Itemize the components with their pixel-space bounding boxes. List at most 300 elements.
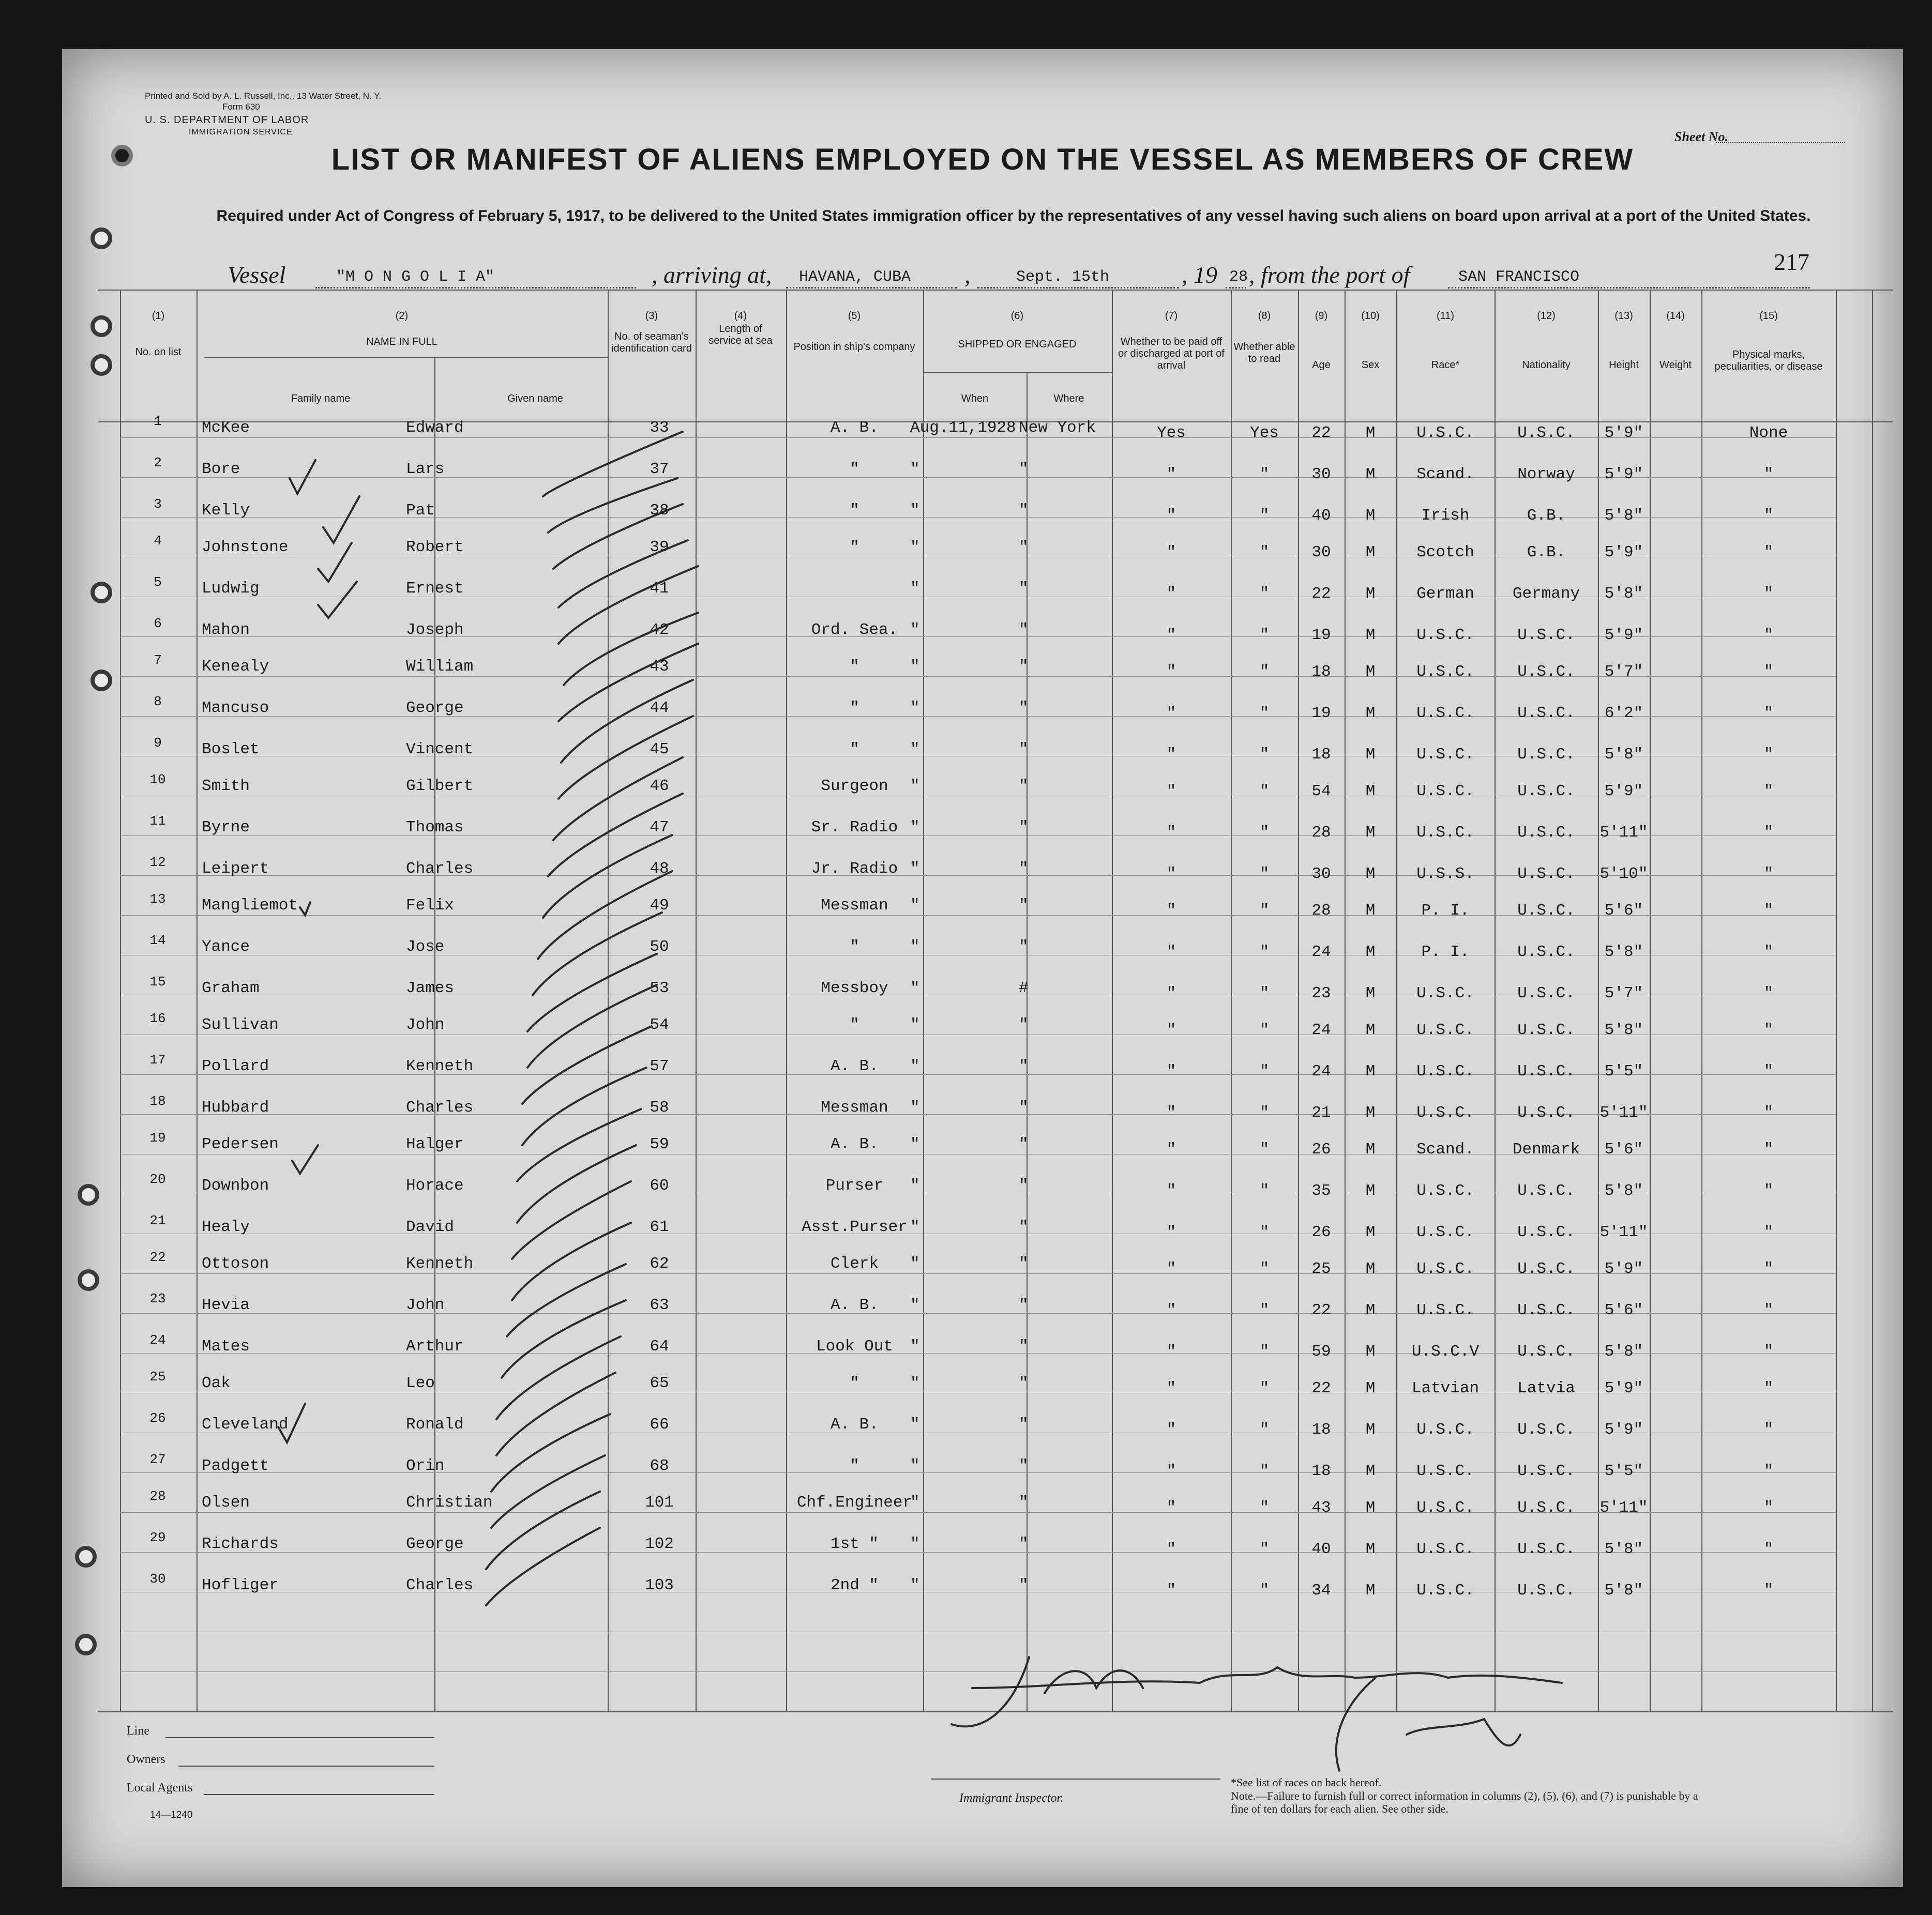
column-number: (13) bbox=[1614, 310, 1633, 322]
column-number: (11) bbox=[1436, 310, 1455, 322]
table-cell-paid: " bbox=[1166, 943, 1176, 961]
table-cell-when: " bbox=[910, 777, 920, 795]
table-cell-card: 60 bbox=[650, 1177, 669, 1195]
row-number: 21 bbox=[149, 1213, 166, 1228]
table-cell-card: 42 bbox=[650, 621, 669, 639]
table-cell-sex: M bbox=[1365, 585, 1376, 603]
table-cell-race: P. I. bbox=[1421, 902, 1470, 920]
table-cell-height: 5'9" bbox=[1604, 1421, 1643, 1439]
column-heading: Position in ship's company bbox=[793, 341, 915, 353]
row-number: 13 bbox=[149, 891, 166, 907]
table-cell-race: U.S.C. bbox=[1416, 984, 1474, 1002]
row-number: 25 bbox=[149, 1369, 166, 1385]
table-cell-card: 54 bbox=[650, 1016, 669, 1034]
table-cell-read: " bbox=[1259, 543, 1270, 561]
table-cell-card: 103 bbox=[645, 1576, 674, 1594]
table-cell-given: Kenneth bbox=[406, 1255, 474, 1273]
table-cell-paid: " bbox=[1166, 1462, 1176, 1480]
table-cell-age: 22 bbox=[1311, 424, 1331, 442]
column-number: (2) bbox=[395, 310, 409, 322]
table-cell-family: Healy bbox=[202, 1218, 250, 1236]
from-port: SAN FRANCISCO bbox=[1458, 268, 1580, 286]
table-cell-marks: " bbox=[1763, 782, 1774, 800]
table-cell-height: 6'2" bbox=[1604, 704, 1643, 722]
table-cell-where: " bbox=[1019, 538, 1029, 556]
table-cell-height: 5'11" bbox=[1599, 1223, 1648, 1241]
table-cell-position: " bbox=[850, 699, 859, 717]
table-cell-when: " bbox=[910, 979, 920, 997]
table-cell-family: Mates bbox=[202, 1338, 250, 1356]
table-cell-height: 5'9" bbox=[1604, 1379, 1643, 1397]
table-cell-where: New York bbox=[1019, 419, 1096, 437]
table-cell-read: " bbox=[1259, 746, 1270, 764]
table-cell-sex: M bbox=[1365, 865, 1376, 883]
table-cell-when: " bbox=[910, 1494, 920, 1512]
table-cell-read: " bbox=[1259, 1301, 1270, 1319]
table-cell-given: John bbox=[406, 1296, 445, 1314]
table-cell-height: 5'10" bbox=[1599, 865, 1648, 883]
table-cell-card: 57 bbox=[650, 1057, 669, 1075]
row-number: 19 bbox=[149, 1130, 166, 1146]
table-cell-sex: M bbox=[1365, 1379, 1376, 1397]
table-cell-family: Johnstone bbox=[202, 538, 289, 556]
table-cell-race: U.S.C. bbox=[1416, 1582, 1474, 1600]
table-cell-given: Arthur bbox=[406, 1338, 464, 1356]
table-cell-where: " bbox=[1019, 938, 1029, 956]
row-number: 2 bbox=[154, 455, 162, 470]
table-cell-family: Sullivan bbox=[202, 1016, 279, 1034]
table-cell-race: Scand. bbox=[1416, 465, 1474, 483]
table-cell-paid: " bbox=[1166, 585, 1176, 603]
table-cell-nationality: U.S.C. bbox=[1517, 704, 1575, 722]
table-cell-marks: " bbox=[1763, 984, 1774, 1002]
table-cell-nationality: U.S.C. bbox=[1517, 626, 1575, 644]
table-cell-paid: " bbox=[1166, 1301, 1176, 1319]
table-cell-height: 5'9" bbox=[1604, 543, 1643, 561]
table-cell-marks: " bbox=[1763, 585, 1774, 603]
table-cell-paid: " bbox=[1166, 1343, 1176, 1361]
table-cell-where: " bbox=[1019, 1494, 1029, 1512]
table-cell-where: " bbox=[1019, 1016, 1029, 1034]
table-cell-nationality: G.B. bbox=[1527, 507, 1566, 525]
table-cell-age: 25 bbox=[1311, 1260, 1331, 1278]
table-cell-sex: M bbox=[1365, 1499, 1376, 1517]
table-cell-read: " bbox=[1259, 824, 1270, 842]
check-stroke bbox=[543, 432, 683, 496]
table-cell-marks: " bbox=[1763, 1462, 1774, 1480]
table-cell-when: " bbox=[910, 1535, 920, 1553]
table-cell-given: Kenneth bbox=[406, 1057, 474, 1075]
column-heading: No. on list bbox=[135, 346, 182, 358]
table-cell-sex: M bbox=[1365, 746, 1376, 764]
table-cell-age: 22 bbox=[1311, 1379, 1331, 1397]
table-cell-read: " bbox=[1259, 1379, 1270, 1397]
table-cell-sex: M bbox=[1365, 1104, 1376, 1122]
table-cell-paid: " bbox=[1166, 1021, 1176, 1039]
row-number: 14 bbox=[149, 933, 166, 948]
table-cell-nationality: U.S.C. bbox=[1517, 1062, 1575, 1081]
table-cell-given: Gilbert bbox=[406, 777, 474, 795]
table-cell-sex: M bbox=[1365, 1021, 1376, 1039]
table-cell-nationality: U.S.C. bbox=[1517, 663, 1575, 681]
table-cell-given: John bbox=[406, 1016, 445, 1034]
handwritten-marks bbox=[62, 49, 1903, 1887]
table-cell-where: " bbox=[1019, 1135, 1029, 1153]
column-heading: No. of seaman's identification card bbox=[611, 331, 692, 354]
table-cell-position: Sr. Radio bbox=[811, 818, 898, 837]
table-cell-paid: " bbox=[1166, 1223, 1176, 1241]
table-cell-when: " bbox=[910, 538, 920, 556]
when-subheading: When bbox=[961, 393, 989, 404]
table-cell-card: 50 bbox=[650, 938, 669, 956]
table-cell-age: 40 bbox=[1311, 507, 1331, 525]
table-cell-position: Jr. Radio bbox=[811, 860, 898, 878]
table-cell-marks: " bbox=[1763, 663, 1774, 681]
table-cell-age: 30 bbox=[1311, 865, 1331, 883]
table-cell-family: Hevia bbox=[202, 1296, 250, 1314]
table-cell-race: U.S.C. bbox=[1416, 1182, 1474, 1200]
table-cell-card: 61 bbox=[650, 1218, 669, 1236]
arriving-label: , arriving at, bbox=[652, 262, 772, 288]
table-cell-paid: " bbox=[1166, 1141, 1176, 1159]
table-cell-card: 66 bbox=[650, 1416, 669, 1434]
table-cell-when: " bbox=[910, 1374, 920, 1392]
table-cell-when: " bbox=[910, 818, 920, 837]
table-cell-marks: " bbox=[1763, 1540, 1774, 1558]
row-number: 3 bbox=[154, 496, 162, 512]
table-cell-family: Byrne bbox=[202, 818, 250, 837]
table-cell-paid: " bbox=[1166, 902, 1176, 920]
table-cell-when: " bbox=[910, 1016, 920, 1034]
table-cell-family: Ottoson bbox=[202, 1255, 269, 1273]
table-cell-card: 46 bbox=[650, 777, 669, 795]
table-cell-height: 5'8" bbox=[1604, 1540, 1643, 1558]
table-cell-read: " bbox=[1259, 902, 1270, 920]
table-cell-race: U.S.S. bbox=[1416, 865, 1474, 883]
table-cell-race: Scand. bbox=[1416, 1141, 1474, 1159]
table-cell-marks: " bbox=[1763, 943, 1774, 961]
table-cell-marks: " bbox=[1763, 746, 1774, 764]
row-number: 6 bbox=[154, 616, 162, 631]
table-cell-given: Jose bbox=[406, 938, 445, 956]
row-number: 7 bbox=[154, 652, 162, 668]
table-cell-paid: " bbox=[1166, 984, 1176, 1002]
table-cell-position: Clerk bbox=[830, 1255, 879, 1273]
table-cell-family: Boslet bbox=[202, 740, 260, 758]
row-number: 15 bbox=[149, 974, 166, 990]
table-cell-family: Padgett bbox=[202, 1457, 269, 1475]
table-cell-marks: " bbox=[1763, 1104, 1774, 1122]
column-number: (15) bbox=[1759, 310, 1778, 322]
table-cell-given: George bbox=[406, 699, 464, 717]
table-cell-where: " bbox=[1019, 1177, 1029, 1195]
table-cell-card: 45 bbox=[650, 740, 669, 758]
table-cell-read: " bbox=[1259, 865, 1270, 883]
table-cell-card: 101 bbox=[645, 1494, 674, 1512]
column-heading: Race* bbox=[1431, 359, 1460, 371]
table-cell-age: 19 bbox=[1311, 626, 1331, 644]
table-cell-card: 63 bbox=[650, 1296, 669, 1314]
table-cell-position: Messman bbox=[821, 896, 888, 915]
table-cell-family: Bore bbox=[202, 460, 240, 478]
table-cell-family: Hubbard bbox=[202, 1099, 269, 1117]
table-cell-age: 21 bbox=[1311, 1104, 1331, 1122]
table-cell-where: " bbox=[1019, 658, 1029, 676]
table-cell-paid: " bbox=[1166, 824, 1176, 842]
table-cell-family: Downbon bbox=[202, 1177, 269, 1195]
table-cell-when: " bbox=[910, 1255, 920, 1273]
table-cell-read: " bbox=[1259, 704, 1270, 722]
table-cell-sex: M bbox=[1365, 424, 1376, 442]
table-cell-when: " bbox=[910, 621, 920, 639]
table-cell-height: 5'9" bbox=[1604, 626, 1643, 644]
table-cell-paid: " bbox=[1166, 465, 1176, 483]
table-cell-nationality: U.S.C. bbox=[1517, 824, 1575, 842]
row-number: 24 bbox=[149, 1332, 166, 1348]
column-number: (8) bbox=[1258, 310, 1271, 322]
table-cell-when: " bbox=[910, 658, 920, 676]
table-cell-height: 5'5" bbox=[1604, 1462, 1643, 1480]
table-cell-age: 59 bbox=[1311, 1343, 1331, 1361]
table-cell-marks: " bbox=[1763, 1343, 1774, 1361]
table-cell-where: " bbox=[1019, 1416, 1029, 1434]
table-cell-height: 5'8" bbox=[1604, 746, 1643, 764]
column-heading: Sex bbox=[1361, 359, 1380, 371]
table-cell-race: P. I. bbox=[1421, 943, 1470, 961]
table-cell-family: Richards bbox=[202, 1535, 279, 1553]
table-cell-nationality: U.S.C. bbox=[1517, 746, 1575, 764]
table-cell-paid: " bbox=[1166, 1540, 1176, 1558]
table-cell-read: " bbox=[1259, 1421, 1270, 1439]
table-cell-card: 47 bbox=[650, 818, 669, 837]
table-cell-height: 5'8" bbox=[1604, 1182, 1643, 1200]
table-cell-family: Pollard bbox=[202, 1057, 269, 1075]
table-cell-marks: None bbox=[1749, 424, 1788, 442]
table-cell-when: " bbox=[910, 1057, 920, 1075]
row-number: 4 bbox=[154, 533, 162, 549]
table-cell-given: George bbox=[406, 1535, 464, 1553]
table-cell-when: " bbox=[910, 1177, 920, 1195]
table-cell-family: Oak bbox=[202, 1374, 231, 1392]
table-cell-where: " bbox=[1019, 1099, 1029, 1117]
table-cell-given: Leo bbox=[406, 1374, 435, 1392]
table-cell-given: Charles bbox=[406, 1576, 474, 1594]
table-cell-race: U.S.C. bbox=[1416, 782, 1474, 800]
table-cell-where: " bbox=[1019, 860, 1029, 878]
table-cell-read: " bbox=[1259, 1499, 1270, 1517]
column-heading: Height bbox=[1609, 359, 1639, 371]
table-cell-sex: M bbox=[1365, 984, 1376, 1002]
table-cell-read: " bbox=[1259, 1343, 1270, 1361]
table-cell-age: 18 bbox=[1311, 663, 1331, 681]
table-cell-sex: M bbox=[1365, 1260, 1376, 1278]
table-cell-position: " bbox=[850, 658, 859, 676]
table-cell-where: " bbox=[1019, 777, 1029, 795]
table-cell-read: " bbox=[1259, 585, 1270, 603]
table-cell-sex: M bbox=[1365, 1141, 1376, 1159]
table-cell-where: " bbox=[1019, 740, 1029, 758]
table-cell-read: " bbox=[1259, 1182, 1270, 1200]
table-cell-read: " bbox=[1259, 1021, 1270, 1039]
table-cell-race: Latvian bbox=[1411, 1379, 1480, 1397]
table-cell-read: " bbox=[1259, 782, 1270, 800]
column-number: (7) bbox=[1165, 310, 1178, 322]
table-cell-family: Olsen bbox=[202, 1494, 250, 1512]
table-cell-sex: M bbox=[1365, 782, 1376, 800]
table-cell-height: 5'9" bbox=[1604, 465, 1643, 483]
table-cell-card: 68 bbox=[650, 1457, 669, 1475]
table-cell-given: Orin bbox=[406, 1457, 445, 1475]
table-cell-read: " bbox=[1259, 507, 1270, 525]
table-cell-marks: " bbox=[1763, 507, 1774, 525]
table-cell-when: " bbox=[910, 1416, 920, 1434]
table-cell-where: " bbox=[1019, 1576, 1029, 1594]
table-cell-family: Yance bbox=[202, 938, 250, 956]
table-cell-family: Kelly bbox=[202, 501, 250, 520]
table-cell-age: 18 bbox=[1311, 1421, 1331, 1439]
table-cell-given: Pat bbox=[406, 501, 435, 520]
table-cell-given: Robert bbox=[406, 538, 464, 556]
table-cell-marks: " bbox=[1763, 1223, 1774, 1241]
table-cell-paid: " bbox=[1166, 1062, 1176, 1081]
table-cell-where: " bbox=[1019, 501, 1029, 520]
table-cell-sex: M bbox=[1365, 626, 1376, 644]
table-cell-where: " bbox=[1019, 1057, 1029, 1075]
table-cell-card: 39 bbox=[650, 538, 669, 556]
row-number: 23 bbox=[149, 1291, 166, 1306]
table-cell-given: Charles bbox=[406, 860, 474, 878]
table-cell-card: 48 bbox=[650, 860, 669, 878]
year-prefix: , 19 bbox=[1182, 262, 1217, 288]
row-number: 8 bbox=[154, 694, 162, 709]
table-cell-age: 43 bbox=[1311, 1499, 1331, 1517]
table-cell-read: Yes bbox=[1250, 424, 1279, 442]
table-cell-family: Pedersen bbox=[202, 1135, 279, 1153]
table-cell-nationality: U.S.C. bbox=[1517, 1462, 1575, 1480]
table-cell-marks: " bbox=[1763, 704, 1774, 722]
table-cell-marks: " bbox=[1763, 865, 1774, 883]
document-subtitle: Required under Act of Congress of February 5, 1917, to be delivered to the United States immigration officer by the representatives of any vessel having such aliens on board upon arrival at a port of the United States. bbox=[216, 207, 1811, 224]
inspector-signature-line bbox=[931, 1779, 1220, 1780]
table-cell-where: # bbox=[1019, 979, 1029, 997]
table-cell-age: 23 bbox=[1311, 984, 1331, 1002]
row-number: 11 bbox=[149, 813, 166, 829]
table-cell-given: Edward bbox=[406, 419, 464, 437]
table-cell-race: U.S.C. bbox=[1416, 1540, 1474, 1558]
table-cell-position: " bbox=[850, 740, 859, 758]
table-cell-when: " bbox=[910, 1338, 920, 1356]
table-cell-when: " bbox=[910, 460, 920, 478]
table-cell-marks: " bbox=[1763, 626, 1774, 644]
table-cell-position: " bbox=[850, 538, 859, 556]
table-cell-when: " bbox=[910, 1218, 920, 1236]
table-cell-paid: " bbox=[1166, 507, 1176, 525]
table-cell-paid: " bbox=[1166, 626, 1176, 644]
table-cell-sex: M bbox=[1365, 1182, 1376, 1200]
table-cell-when: " bbox=[910, 896, 920, 915]
table-cell-when: " bbox=[910, 1099, 920, 1117]
row-number: 5 bbox=[154, 574, 162, 590]
table-cell-nationality: U.S.C. bbox=[1517, 1301, 1575, 1319]
table-cell-given: Thomas bbox=[406, 818, 464, 837]
table-cell-height: 5'11" bbox=[1599, 1104, 1648, 1122]
table-cell-age: 24 bbox=[1311, 1062, 1331, 1081]
table-cell-nationality: Germany bbox=[1512, 585, 1580, 603]
table-cell-nationality: U.S.C. bbox=[1517, 943, 1575, 961]
table-cell-race: U.S.C. bbox=[1416, 663, 1474, 681]
table-cell-given: Charles bbox=[406, 1099, 474, 1117]
table-cell-read: " bbox=[1259, 1540, 1270, 1558]
table-cell-card: 43 bbox=[650, 658, 669, 676]
table-cell-read: " bbox=[1259, 1062, 1270, 1081]
table-cell-family: Kenealy bbox=[202, 658, 269, 676]
table-cell-given: Lars bbox=[406, 460, 445, 478]
table-cell-family: Hofliger bbox=[202, 1576, 279, 1594]
table-cell-position: A. B. bbox=[830, 1135, 879, 1153]
row-number: 10 bbox=[149, 772, 166, 787]
table-cell-family: Smith bbox=[202, 777, 250, 795]
table-cell-when: " bbox=[910, 501, 920, 520]
sheet-number-label: Sheet No. bbox=[1674, 129, 1728, 144]
column-heading: Weight bbox=[1659, 359, 1692, 371]
table-cell-nationality: U.S.C. bbox=[1517, 1540, 1575, 1558]
table-cell-age: 19 bbox=[1311, 704, 1331, 722]
table-cell-read: " bbox=[1259, 984, 1270, 1002]
line-field bbox=[165, 1737, 434, 1738]
table-cell-marks: " bbox=[1763, 1182, 1774, 1200]
row-number: 18 bbox=[149, 1093, 166, 1109]
table-cell-card: 58 bbox=[650, 1099, 669, 1117]
table-cell-nationality: U.S.C. bbox=[1517, 865, 1575, 883]
table-cell-position: " bbox=[850, 938, 859, 956]
table-cell-family: Graham bbox=[202, 979, 260, 997]
table-cell-age: 24 bbox=[1311, 1021, 1331, 1039]
row-number: 17 bbox=[149, 1052, 166, 1068]
table-cell-sex: M bbox=[1365, 943, 1376, 961]
arrival-date: Sept. 15th bbox=[1016, 268, 1110, 286]
table-cell-position: A. B. bbox=[830, 1057, 879, 1075]
table-cell-race: U.S.C. bbox=[1416, 1301, 1474, 1319]
line-label: Line bbox=[127, 1724, 149, 1738]
table-cell-marks: " bbox=[1763, 1499, 1774, 1517]
table-cell-read: " bbox=[1259, 1104, 1270, 1122]
table-cell-height: 5'8" bbox=[1604, 1021, 1643, 1039]
table-cell-age: 26 bbox=[1311, 1223, 1331, 1241]
year-suffix: 28 bbox=[1229, 268, 1248, 286]
table-cell-height: 5'9" bbox=[1604, 424, 1643, 442]
table-cell-position: A. B. bbox=[830, 1296, 879, 1314]
column-heading: NAME IN FULL bbox=[366, 336, 437, 347]
agents-field bbox=[204, 1794, 434, 1795]
table-cell-given: Christian bbox=[406, 1494, 493, 1512]
table-cell-position: Ord. Sea. bbox=[811, 621, 898, 639]
table-cell-sex: M bbox=[1365, 1223, 1376, 1241]
table-cell-given: Ernest bbox=[406, 580, 464, 598]
table-cell-nationality: Latvia bbox=[1517, 1379, 1575, 1397]
table-cell-sex: M bbox=[1365, 465, 1376, 483]
table-cell-family: Mangliemot bbox=[202, 896, 298, 915]
table-cell-family: McKee bbox=[202, 419, 250, 437]
table-cell-marks: " bbox=[1763, 1021, 1774, 1039]
table-cell-sex: M bbox=[1365, 1540, 1376, 1558]
table-cell-read: " bbox=[1259, 943, 1270, 961]
table-cell-race: U.S.C. bbox=[1416, 626, 1474, 644]
table-cell-when: " bbox=[910, 1296, 920, 1314]
table-cell-position: Asst.Purser bbox=[802, 1218, 908, 1236]
table-cell-age: 22 bbox=[1311, 585, 1331, 603]
table-cell-age: 28 bbox=[1311, 902, 1331, 920]
table-cell-race: U.S.C. bbox=[1416, 1021, 1474, 1039]
